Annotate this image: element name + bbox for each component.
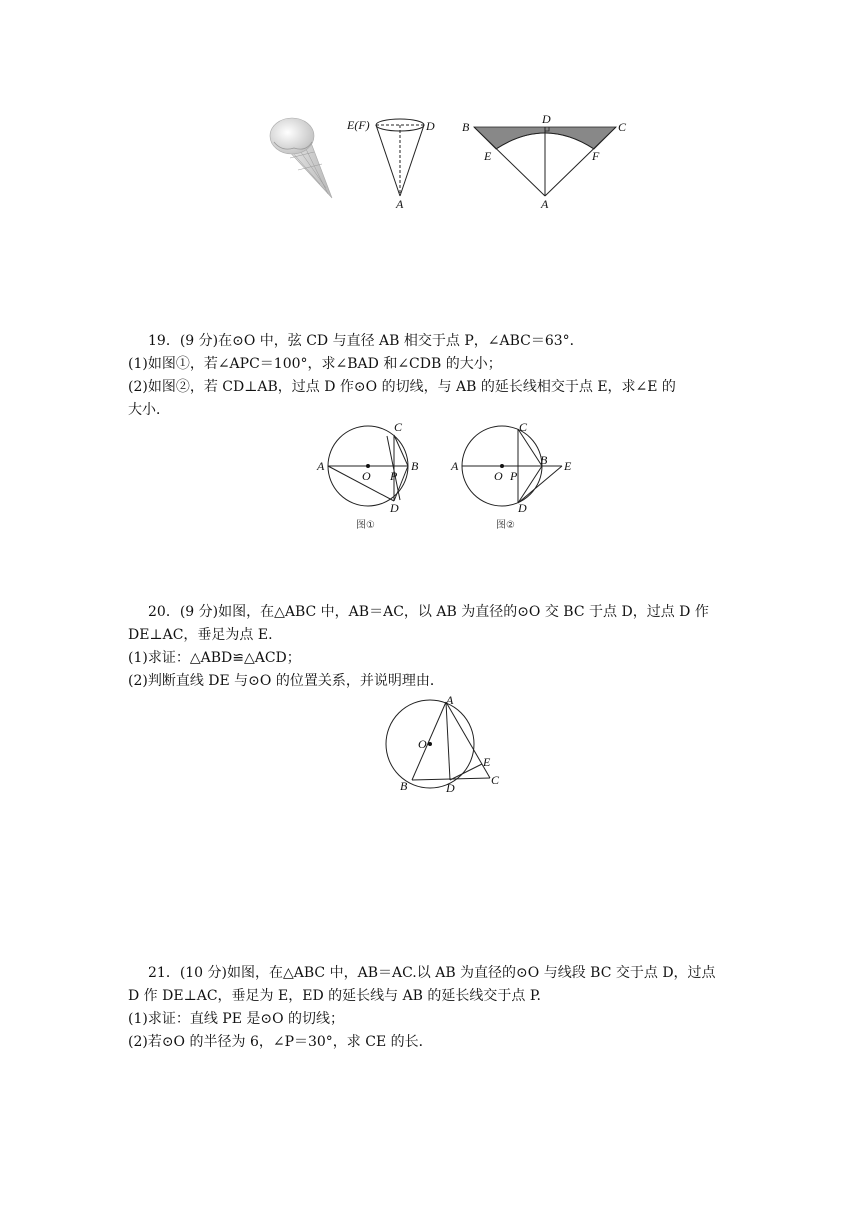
- e-label: E: [564, 459, 572, 473]
- a-label: A: [446, 693, 454, 707]
- q19-figure-1: [314, 418, 424, 536]
- q21-line-1: 21．(10 分)如图，在△ABC 中，AB＝AC.以 AB 为直径的⊙O 与线段 BC 交于点 D，过点: [148, 965, 716, 981]
- b-label: B: [462, 120, 470, 134]
- e-label: E: [483, 755, 491, 769]
- c-label: C: [491, 773, 500, 787]
- q19-line-3: (2)如图②，若 CD⊥AB，过点 D 作⊙O 的切线，与 AB 的延长线相交于点 E，求∠E 的: [128, 379, 676, 395]
- q20-figure: [384, 692, 506, 800]
- q20-line-3: (1)求证：△ABD≌△ACD；: [128, 650, 301, 666]
- d-label: D: [390, 501, 399, 515]
- o-label: O: [362, 469, 371, 483]
- q20-line-2: DE⊥AC，垂足为点 E.: [128, 627, 273, 643]
- o-label: O: [418, 737, 427, 751]
- a-label: A: [541, 197, 549, 211]
- q21-line-3: (1)求证：直线 PE 是⊙O 的切线；: [128, 1011, 345, 1027]
- q20-line-4: (2)判断直线 DE 与⊙O 的位置关系，并说明理由．: [128, 673, 444, 689]
- d-label: D: [518, 501, 527, 515]
- ef-label: E(F): [347, 118, 370, 132]
- c-label: C: [394, 420, 403, 434]
- q20-line-1: 20．(9 分)如图，在△ABC 中，AB＝AC，以 AB 为直径的⊙O 交 BC 于点 D，过点 D 作: [148, 604, 709, 620]
- d-label: D: [542, 112, 551, 126]
- ice-cream-cone-image: [262, 112, 340, 204]
- caption-label: 图②: [496, 520, 515, 531]
- o-label: O: [494, 469, 503, 483]
- e-label: E: [484, 149, 492, 163]
- q19-line-1: 19．(9 分)在⊙O 中，弦 CD 与直径 AB 相交于点 P，∠ABC＝63°．: [148, 333, 584, 349]
- cone-diagram: [346, 112, 438, 212]
- a-label: A: [317, 459, 325, 473]
- q21-line-4: (2)若⊙O 的半径为 6，∠P＝30°，求 CE 的长．: [128, 1034, 433, 1050]
- q19-figure-2: [448, 418, 578, 536]
- d-label: D: [446, 781, 455, 795]
- d-label: D: [426, 119, 435, 133]
- f-label: F: [592, 149, 600, 163]
- a-label: A: [451, 459, 459, 473]
- caption-label: 图①: [356, 520, 375, 531]
- p-label: P: [390, 469, 398, 483]
- b-label: B: [411, 459, 419, 473]
- q21-line-2: D 作 DE⊥AC，垂足为 E，ED 的延长线与 AB 的延长线交于点 P.: [128, 988, 541, 1004]
- b-label: B: [540, 453, 548, 467]
- q19-line-4: 大小．: [128, 402, 170, 418]
- a-label: A: [396, 197, 404, 211]
- b-label: B: [400, 779, 408, 793]
- c-label: C: [519, 420, 528, 434]
- c-label: C: [618, 120, 627, 134]
- sector-diagram: [458, 112, 634, 212]
- p-label: P: [510, 469, 518, 483]
- q19-line-2: (1)如图①，若∠APC＝100°，求∠BAD 和∠CDB 的大小；: [128, 356, 502, 372]
